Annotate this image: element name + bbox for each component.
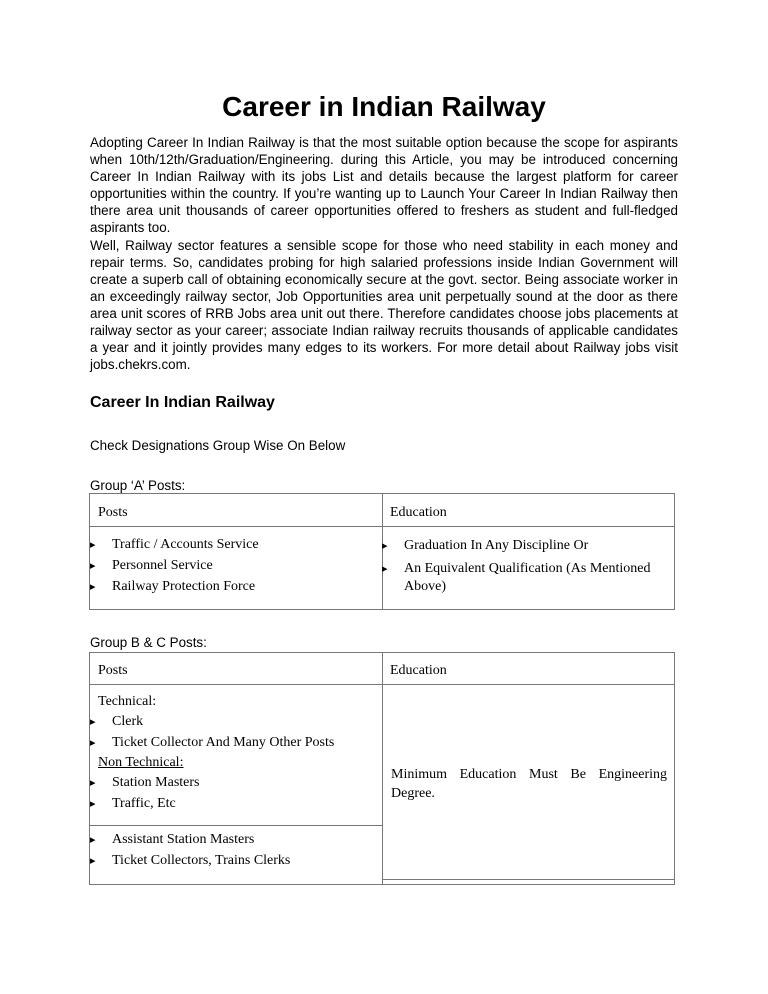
technical-label: Technical:	[98, 694, 157, 709]
group-bc-education-text: Minimum Education Must Be Engineering Degree.	[391, 767, 667, 801]
group-bc-posts-header: Posts	[98, 663, 128, 678]
list-item: ▸ Personnel Service	[90, 555, 380, 576]
list-item: ▸ Traffic, Etc	[90, 793, 380, 814]
non-technical-label: Non Technical:	[98, 755, 184, 770]
group-a-label: Group ‘A’ Posts:	[90, 478, 186, 493]
group-a-education-header: Education	[390, 505, 447, 520]
group-bc-table	[89, 652, 675, 885]
group-a-posts-list	[90, 534, 380, 597]
list-item: ▸ Clerk	[90, 711, 380, 732]
check-designations-line: Check Designations Group Wise On Below	[90, 438, 346, 453]
second-paragraph: Well, Railway sector features a sensible scope for those who need stability in each money and repair terms. So, candidates probing for high salaried professions inside Indian Government will create a superb call of obtaining economically secure at the govt. sector. Being associate worker in an exceedingly railway sector, Job Opportunities area unit perpetually sound at the door as there area unit scores of RRB Jobs area unit out there. Therefore candidates choose jobs placements at railway sector as your career; associate Indian railway recruits thousands of applicable candidates a year and it jointly provides many edges to its workers. For more detail about Railway jobs visit jobs.chekrs.com.	[90, 238, 678, 372]
group-bc-posts-block	[90, 692, 380, 814]
non-technical-posts-list	[90, 772, 380, 814]
group-a-table	[89, 493, 675, 610]
list-item: ▸ Traffic / Accounts Service	[90, 534, 380, 555]
group-a-education-list	[382, 537, 670, 596]
technical-posts-list	[90, 711, 380, 753]
list-item: ▸ Railway Protection Force	[90, 576, 380, 597]
group-bc-education-header: Education	[390, 663, 447, 678]
other-posts-list	[90, 829, 380, 871]
page-title: Career in Indian Railway	[222, 91, 546, 122]
intro-paragraph: Adopting Career In Indian Railway is that the most suitable option because the scope for aspirants when 10th/12th/Graduation/Engineering. during this Article, you may be introduced concerning Career In Indian Railway with its jobs List and details because the largest platform for career opportunities within the country. If you’re wanting up to Launch Your Career In Indian Railway then there area unit thousands of career opportunities offered to freshers as student and full-fledged aspirants too.	[90, 135, 678, 235]
group-bc-label: Group B & C Posts:	[90, 635, 207, 650]
list-item: ▸ Graduation In Any Discipline Or	[382, 537, 670, 555]
list-item: ▸ Assistant Station Masters	[90, 829, 380, 850]
group-a-posts-header: Posts	[98, 505, 128, 520]
list-item: ▸ Ticket Collectors, Trains Clerks	[90, 850, 380, 871]
list-item: ▸ Ticket Collector And Many Other Posts	[90, 732, 380, 753]
list-item: ▸ An Equivalent Qualification (As Mentioned Above)	[382, 560, 670, 596]
list-item: ▸ Station Masters	[90, 772, 380, 793]
section-heading: Career In Indian Railway	[90, 394, 275, 411]
